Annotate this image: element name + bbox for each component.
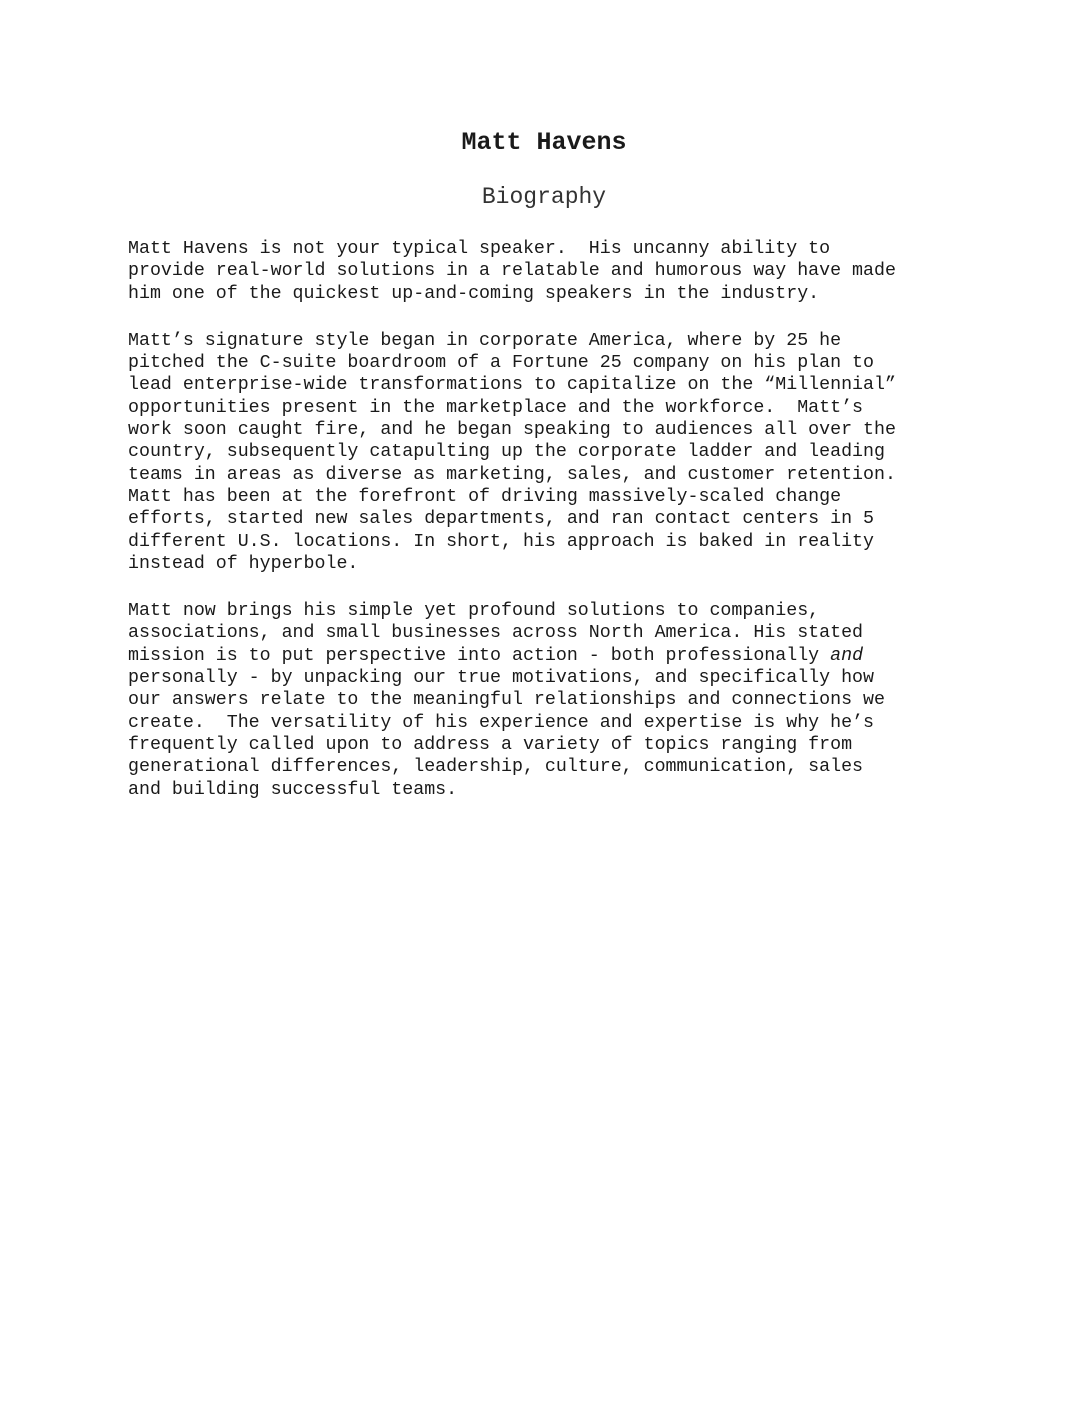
- emphasized-word: and: [830, 645, 864, 666]
- paragraph-line: different U.S. locations. In short, his approach is baked in reality: [128, 531, 874, 552]
- paragraph-line: country, subsequently catapulting up the corporate ladder and leading: [128, 442, 885, 463]
- paragraph-line: lead enterprise-wide transformations to capitalize on the “Millennial”: [128, 375, 896, 396]
- biography-body: [128, 238, 968, 826]
- paragraph-line: create. The versatility of his experience and expertise is why he’s: [128, 712, 874, 733]
- paragraph-line: [128, 645, 968, 667]
- paragraph-line: Matt has been at the forefront of driving massively-scaled change: [128, 486, 842, 507]
- paragraph-line: our answers relate to the meaningful relationships and connections we: [128, 690, 885, 711]
- paragraph-line: generational differences, leadership, culture, communication, sales: [128, 757, 864, 778]
- paragraph-line: frequently called upon to address a variety of topics ranging from: [128, 734, 853, 755]
- biography-paragraph-2: [128, 330, 968, 575]
- paragraph-line: Matt’s signature style began in corporate America, where by 25 he: [128, 330, 842, 351]
- paragraph-line: pitched the C-suite boardroom of a Fortune 25 company on his plan to: [128, 353, 874, 374]
- biography-paragraph-3: [128, 600, 968, 801]
- paragraph-line: efforts, started new sales departments, and ran contact centers in 5: [128, 509, 874, 530]
- document-title: Matt Havens: [461, 128, 627, 157]
- paragraph-line: him one of the quickest up-and-coming speakers in the industry.: [128, 283, 820, 304]
- paragraph-line: opportunities present in the marketplace and the workforce. Matt’s: [128, 397, 864, 418]
- paragraph-line: and building successful teams.: [128, 779, 458, 800]
- paragraph-line: personally - by unpacking our true motivations, and specifically how: [128, 668, 874, 689]
- document-subtitle: Biography: [481, 184, 607, 210]
- paragraph-line: instead of hyperbole.: [128, 553, 359, 574]
- biography-paragraph-1: [128, 238, 968, 305]
- paragraph-line: teams in areas as diverse as marketing, sales, and customer retention.: [128, 464, 896, 485]
- paragraph-line: associations, and small businesses across North America. His stated: [128, 623, 864, 644]
- paragraph-line: work soon caught fire, and he began speaking to audiences all over the: [128, 420, 896, 441]
- paragraph-line: Matt Havens is not your typical speaker. His uncanny ability to: [128, 239, 831, 259]
- paragraph-line: Matt now brings his simple yet profound solutions to companies,: [128, 601, 820, 622]
- paragraph-line: provide real-world solutions in a relatable and humorous way have made: [128, 261, 896, 282]
- line-text: mission is to put perspective into action - both professionally: [128, 645, 831, 666]
